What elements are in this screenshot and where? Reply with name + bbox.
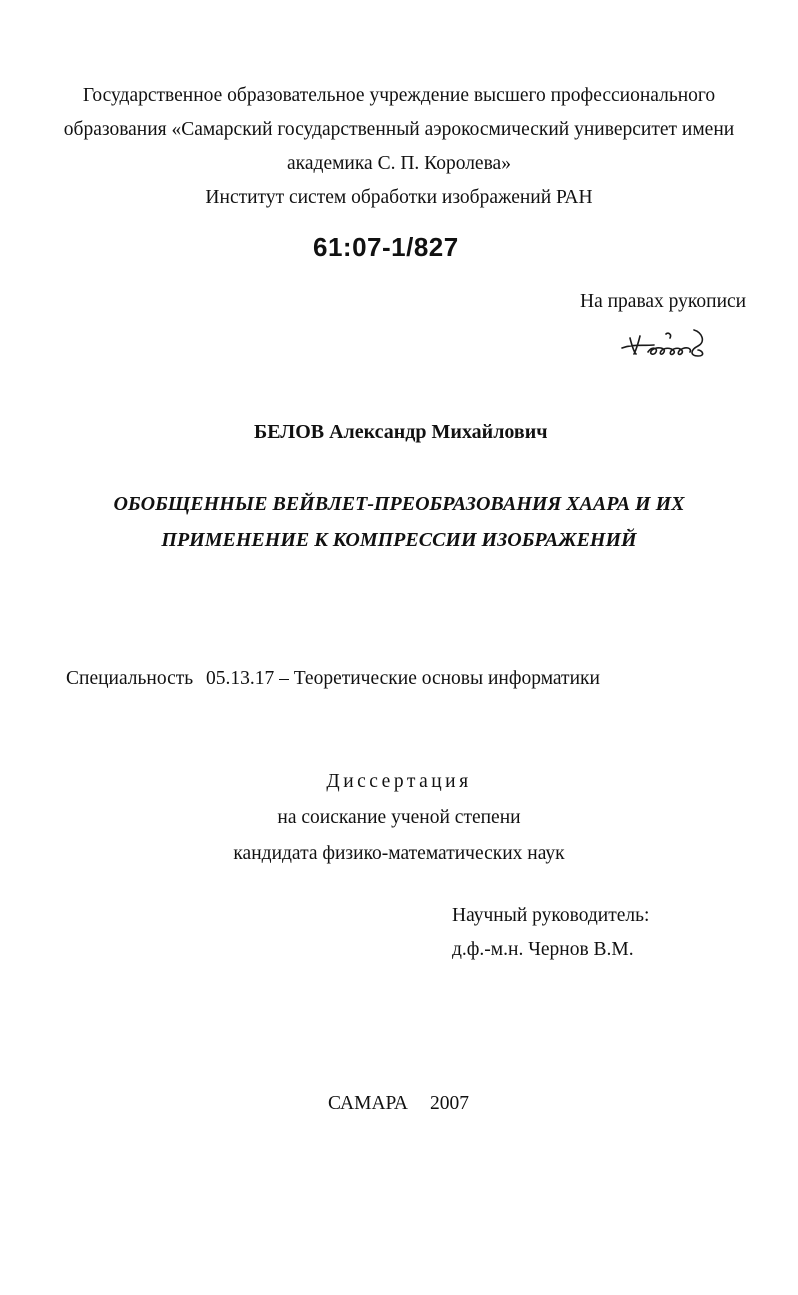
catalog-code: 61:07-1/827 <box>313 232 459 262</box>
supervisor-name: д.ф.-м.н. Чернов В.М. <box>452 939 634 960</box>
institution-line-2: образования «Самарский государственный аэрокосмический университет имени <box>63 119 735 140</box>
dissertation-title-line-1: ОБОБЩЕННЫЕ ВЕЙВЛЕТ-ПРЕОБРАЗОВАНИЯ ХААРА И ИХ <box>113 493 685 515</box>
specialty-label: Специальность <box>66 668 194 689</box>
degree-line-2: на соискание ученой степени <box>277 807 521 828</box>
degree-line-3: кандидата физико-математических наук <box>233 843 565 864</box>
footer-city: САМАРА <box>328 1093 408 1114</box>
dissertation-title-line-2: ПРИМЕНЕНИЕ К КОМПРЕССИИ ИЗОБРАЖЕНИЙ <box>161 529 637 551</box>
author-name: БЕЛОВ Александр Михайлович <box>254 421 548 443</box>
manuscript-rights-note: На правах рукописи <box>580 291 747 312</box>
handwritten-signature-icon <box>618 328 710 362</box>
institute-name: Институт систем обработки изображений РАН <box>205 187 593 208</box>
institution-line-3: академика С. П. Королева» <box>287 153 511 174</box>
specialty-value: 05.13.17 – Теоретические основы информатики <box>206 668 600 689</box>
institution-line-1: Государственное образовательное учреждение высшего профессионального <box>82 85 716 106</box>
document-type: Диссертация <box>326 771 472 792</box>
supervisor-label: Научный руководитель: <box>452 905 650 926</box>
footer-year: 2007 <box>430 1093 469 1114</box>
